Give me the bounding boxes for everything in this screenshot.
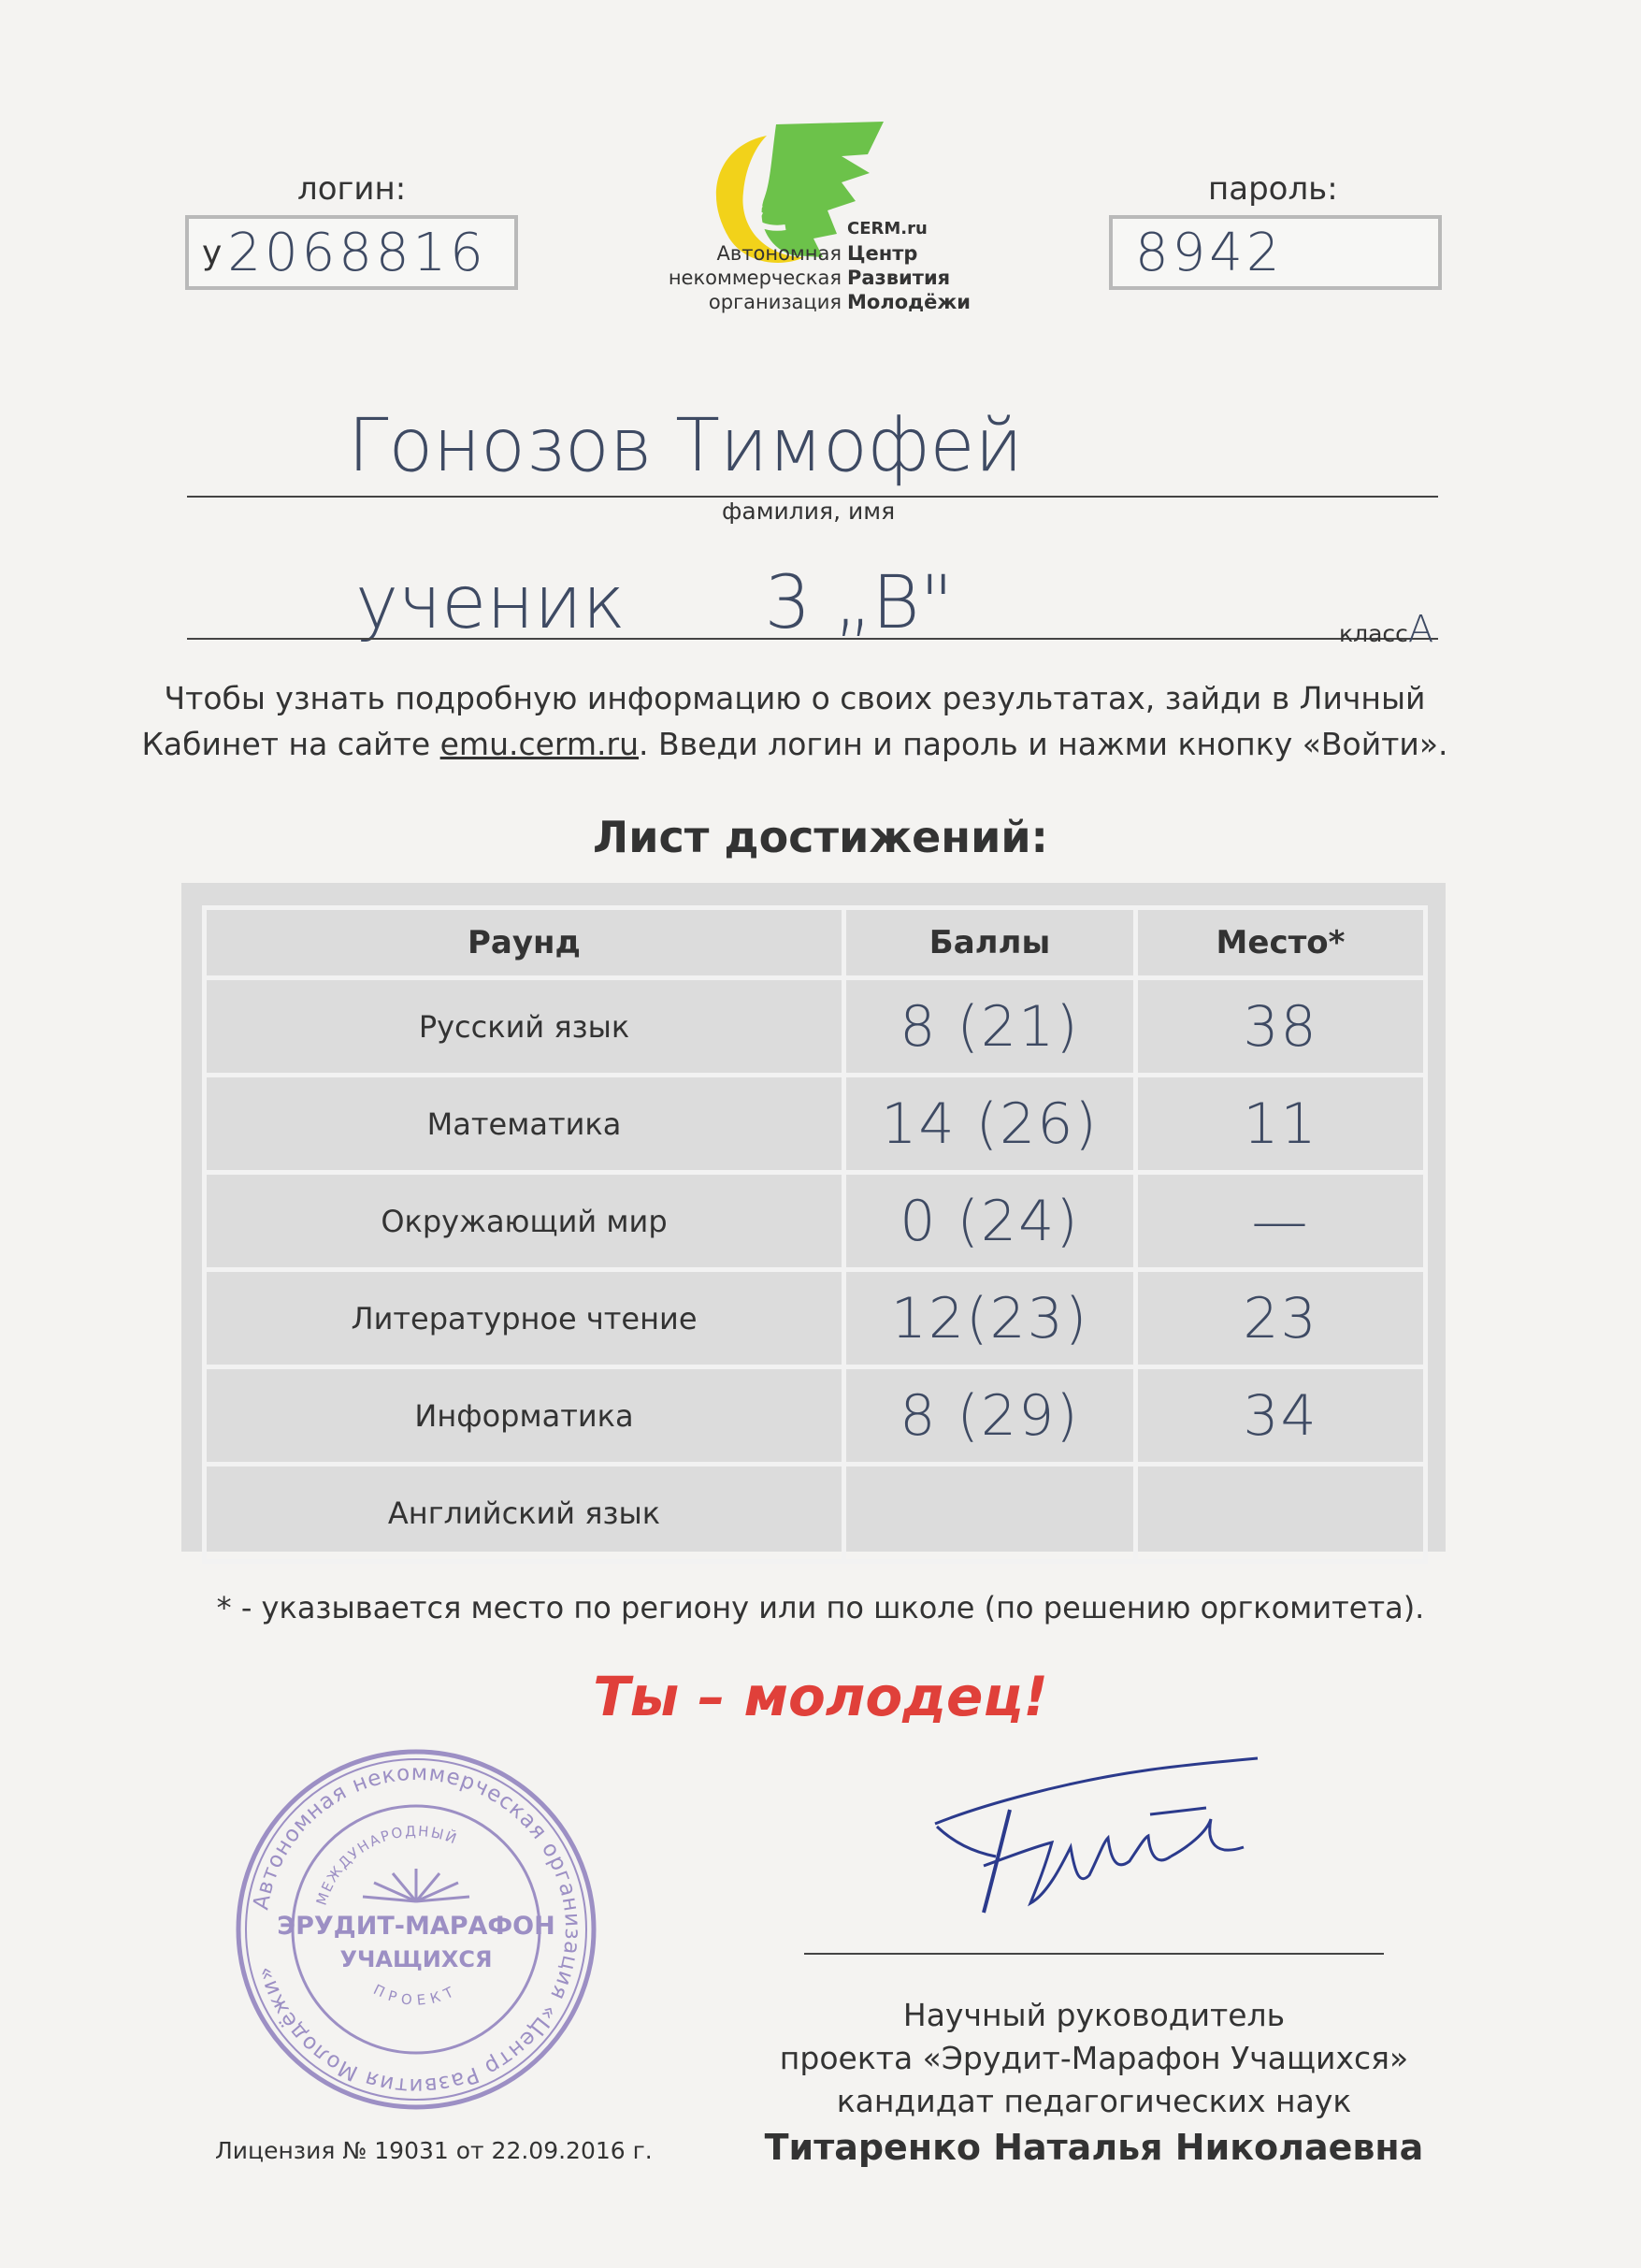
round-cell: Литературное чтение	[205, 1270, 844, 1367]
round-cell: Математика	[205, 1076, 844, 1173]
place-cell: 34	[1136, 1367, 1426, 1465]
signature-icon	[926, 1754, 1281, 1922]
stamp-main1: ЭРУДИТ-МАРАФОН	[277, 1912, 555, 1941]
class-value: ученик 3 „В"	[355, 561, 954, 645]
class-caption: классА	[1339, 608, 1434, 651]
score-cell	[844, 1465, 1136, 1562]
class-underline	[187, 638, 1438, 640]
table-row	[205, 1270, 1426, 1367]
place-cell: —	[1136, 1173, 1426, 1270]
page-title: Лист достижений:	[593, 812, 1048, 862]
place-cell	[1136, 1465, 1426, 1562]
password-value: 8942	[1135, 222, 1284, 283]
table-row	[205, 1465, 1426, 1562]
round-cell: Английский язык	[205, 1465, 844, 1562]
login-label: логин:	[297, 170, 407, 208]
table-row	[205, 1173, 1426, 1270]
place-cell: 11	[1136, 1076, 1426, 1173]
header-place: Место*	[1136, 908, 1426, 978]
class-letter: А	[1407, 608, 1434, 651]
signature-line	[804, 1953, 1384, 1955]
stamp-seal-icon	[234, 1747, 598, 2112]
score-cell: 8 (29)	[844, 1367, 1136, 1465]
place-cell: 38	[1136, 978, 1426, 1076]
footnote: * - указывается место по региону или по школе (по решению оргкомитета).	[216, 1590, 1425, 1625]
signer-name: Титаренко Наталья Николаевна	[764, 2127, 1424, 2168]
results-table-frame	[181, 883, 1446, 1552]
info-text: Чтобы узнать подробную информацию о своих результатах, зайди в Личный Кабинет на сайте emu.cerm.ru. Введи логин и пароль и нажми кнопку «Войти».	[141, 680, 1448, 762]
student-name-value: Гонозов Тимофей	[348, 404, 1023, 488]
logo-left-text: Автономная некоммерческая организация	[668, 242, 842, 313]
stamp-outer-text: Автономная некоммерческая организация «Центр Развития Молодёжи»	[249, 1760, 585, 2099]
name-caption: фамилия, имя	[722, 498, 896, 525]
score-cell: 0 (24)	[844, 1173, 1136, 1270]
table-row	[205, 1076, 1426, 1173]
login-field	[185, 215, 518, 290]
logo-right-text: Центр Развития Молодёжи	[847, 242, 971, 313]
score-cell: 8 (21)	[844, 978, 1136, 1076]
place-cell: 23	[1136, 1270, 1426, 1367]
stamp-main2: УЧАЩИХСЯ	[339, 1946, 493, 1972]
login-prefix: у	[202, 233, 223, 272]
slogan: Ты – молодец!	[593, 1665, 1048, 1728]
round-cell: Информатика	[205, 1367, 844, 1465]
table-row	[205, 1367, 1426, 1465]
password-field	[1109, 215, 1442, 290]
license-text: Лицензия № 19031 от 22.09.2016 г.	[215, 2137, 653, 2164]
stamp-inner-bottom: ПРОЕКТ	[370, 1981, 462, 2009]
round-cell: Окружающий мир	[205, 1173, 844, 1270]
table-row	[205, 978, 1426, 1076]
site-link[interactable]: emu.cerm.ru	[439, 726, 640, 762]
header-score: Баллы	[844, 908, 1136, 978]
table-header-row	[205, 908, 1426, 978]
results-table	[202, 905, 1428, 1564]
header-round: Раунд	[205, 908, 844, 978]
signer-info: Научный руководитель проекта «Эрудит-Марафон Учащихся» кандидат педагогических наук	[779, 1997, 1409, 2119]
score-cell: 14 (26)	[844, 1076, 1136, 1173]
svg-text:ПРОЕКТ	[371, 1981, 462, 2009]
stamp-inner-top: МЕЖДУНАРОДНЫЙ	[312, 1822, 461, 1908]
login-value: 2068816	[227, 222, 487, 283]
logo-site: CERM.ru	[847, 219, 928, 238]
round-cell: Русский язык	[205, 978, 844, 1076]
score-cell: 12(23)	[844, 1270, 1136, 1367]
password-label: пароль:	[1208, 170, 1338, 208]
